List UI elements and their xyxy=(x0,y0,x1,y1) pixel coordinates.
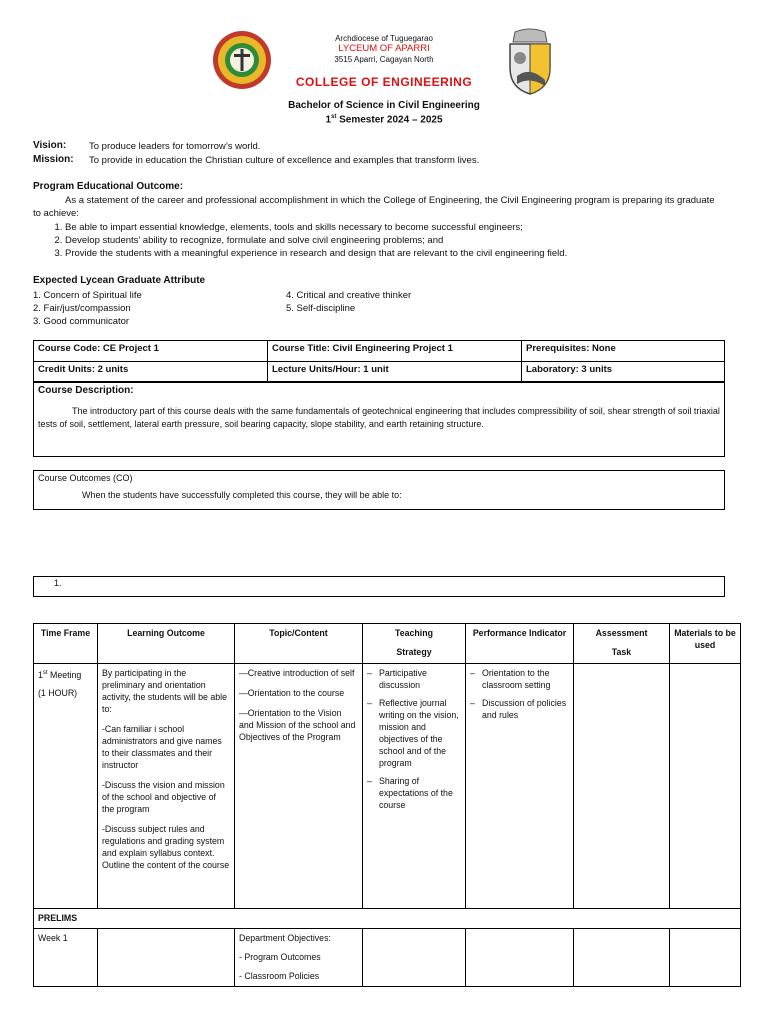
archdiocese-name: Archdiocese of Tuguegarao xyxy=(335,34,433,43)
lecture-units: Lecture Units/Hour: 1 unit xyxy=(268,362,522,383)
course-outcomes-label: Course Outcomes (CO) xyxy=(38,473,133,483)
lesson-plan-table xyxy=(33,623,741,987)
course-outcome-item-number: 1. xyxy=(54,578,62,588)
school-address: 3515 Aparri, Cagayan North xyxy=(334,55,434,64)
week1-time-frame: Week 1 xyxy=(34,929,98,987)
attributes-left xyxy=(33,289,142,328)
course-title: Course Title: Civil Engineering Project 1 xyxy=(268,341,522,362)
credit-units: Credit Units: 2 units xyxy=(34,362,268,383)
mission-label: Mission: xyxy=(33,154,74,165)
week1-topic-content: Department Objectives: - Program Outcomes - Classroom Policies xyxy=(235,929,363,987)
header-learning-outcome: Learning Outcome xyxy=(98,624,235,664)
peo-item: 1. Be able to impart essential knowledge, elements, tools and skills necessary to become successful engineers; xyxy=(65,221,733,234)
course-description-label: Course Description: xyxy=(38,385,134,396)
row1-materials xyxy=(670,664,741,909)
semester-line: 1st Semester 2024 – 2025 xyxy=(325,114,443,126)
attributes-right xyxy=(286,289,411,315)
week1-assessment-task xyxy=(574,929,670,987)
table-row xyxy=(34,929,741,987)
row1-learning-outcome: By participating in the preliminary and orientation activity, the students will be able to: -Can familiar i school administrators and give names to their classmates and their instructor -Discuss the vision and mission of the school and objective of the program -Discuss subject rules and regulations and grading system and explain syllabus context. Outline the content of the course xyxy=(98,664,235,909)
attribute-item: 2. Fair/just/compassion xyxy=(33,303,131,314)
header-materials: Materials to be used xyxy=(670,624,741,664)
attribute-item: 3. Good communicator xyxy=(33,316,130,327)
table-row xyxy=(34,909,741,929)
header-teaching-strategy: Teaching Strategy xyxy=(363,624,466,664)
course-description-box xyxy=(33,381,725,457)
course-outcome-item-box xyxy=(33,576,725,597)
course-info-table xyxy=(33,340,725,383)
course-outcomes-text: When the students have successfully completed this course, they will be able to: xyxy=(82,490,402,500)
header-time-frame: Time Frame xyxy=(34,624,98,664)
vision-label: Vision: xyxy=(33,140,67,151)
course-prerequisites: Prerequisites: None xyxy=(522,341,725,362)
school-name: LYCEUM OF APARRI xyxy=(338,43,430,54)
week1-teaching-strategy xyxy=(363,929,466,987)
header-topic-content: Topic/Content xyxy=(235,624,363,664)
attribute-item: 5. Self-discipline xyxy=(286,303,356,314)
header-performance-indicator: Performance Indicator xyxy=(466,624,574,664)
program-name: Bachelor of Science in Civil Engineering xyxy=(288,100,480,111)
row1-teaching-strategy: – Participative discussion – Reflective journal writing on the vision, mission and objectives of the school and of the program – Sharing of expectations of the course xyxy=(363,664,466,909)
week1-performance-indicator xyxy=(466,929,574,987)
college-name: COLLEGE OF ENGINEERING xyxy=(295,75,473,89)
header-assessment-task: Assessment Task xyxy=(574,624,670,664)
attributes-heading: Expected Lycean Graduate Attribute xyxy=(33,275,206,286)
peo-item: 2. Develop students’ ability to recognize, formulate and solve civil engineering problems; and xyxy=(65,234,733,247)
prelims-section-label: PRELIMS xyxy=(34,909,741,929)
attribute-item: 1. Concern of Spiritual life xyxy=(33,290,142,301)
row1-assessment-task xyxy=(574,664,670,909)
row1-time-frame: 1st Meeting (1 HOUR) xyxy=(34,664,98,909)
vision-text: To produce leaders for tomorrow’s world. xyxy=(89,141,261,152)
week1-materials xyxy=(670,929,741,987)
peo-heading: Program Educational Outcome: xyxy=(33,181,184,192)
table-row xyxy=(34,664,741,909)
row1-topic-content: —Creative introduction of self —Orientation to the course —Orientation to the Vision and Mission of the school and Objectives of the Program xyxy=(235,664,363,909)
peo-intro: As a statement of the career and professional accomplishment in which the College of Engineering, the Civil Engineering program is preparing its graduate to achieve: xyxy=(33,195,715,219)
row1-performance-indicator: – Orientation to the classroom setting – Discussion of policies and rules xyxy=(466,664,574,909)
peo-item: 3. Provide the students with a meaningful experience in research and design that are relevant to the civil engineering field. xyxy=(65,247,733,260)
laboratory-units: Laboratory: 3 units xyxy=(522,362,725,383)
course-description-text: The introductory part of this course deals with the same fundamentals of geotechnical engineering that includes compressibility of soil, shear strength of soil triaxial tests of soil, settlement, lateral earth pressure, soil bearing capacity, slope stability, and earth retaining structure. xyxy=(38,406,720,429)
peo-list xyxy=(33,221,733,260)
course-outcomes-box xyxy=(33,470,725,510)
mission-text: To provide in education the Christian culture of excellence and examples that transform lives. xyxy=(89,155,480,166)
week1-learning-outcome xyxy=(98,929,235,987)
course-code: Course Code: CE Project 1 xyxy=(34,341,268,362)
attribute-item: 4. Critical and creative thinker xyxy=(286,290,412,301)
